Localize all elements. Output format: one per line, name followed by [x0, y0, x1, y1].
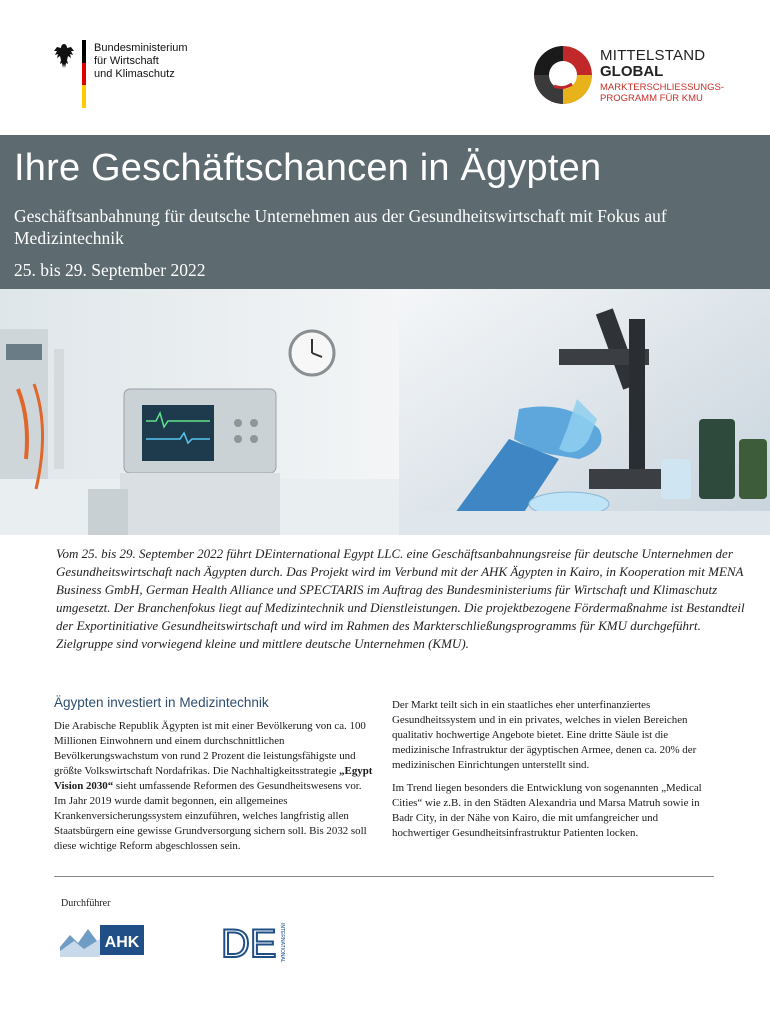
medical-equipment-photo: [0, 289, 399, 535]
de-logo-side-text: INTERNATIONAL: [279, 923, 285, 963]
ministry-logo: [52, 40, 212, 110]
ministry-name: Bundesministerium für Wirtschaft und Klimaschutz: [94, 42, 188, 80]
german-flag-stripe: [82, 40, 86, 108]
ahk-logo-text: AHK: [104, 934, 140, 951]
program-logo-line2: GLOBAL: [600, 63, 664, 80]
right-paragraph-2: Im Trend liegen besonders die Entwicklung von sogenannten „Medical Cities“ wie z.B. in den Städten Alexandria und Marsa Matruh sowie in Badr City, in der Nähe von Kairo, die mit umfangreicher und hochwertiger Gesundheitsinfrastruktur Patienten locken.: [392, 782, 702, 839]
vision-2030-emphasis: „Egypt Vision 2030“: [54, 765, 373, 792]
mittelstand-global-logo: [534, 44, 734, 114]
event-date: 25. bis 29. September 2022: [14, 260, 206, 280]
page-title: Ihre Geschäftschancen in Ägypten: [14, 147, 602, 189]
federal-eagle-icon: [52, 42, 76, 70]
left-column: [54, 695, 376, 854]
laboratory-photo: [399, 289, 770, 535]
right-column: [392, 698, 716, 841]
program-emblem-icon: [534, 46, 592, 104]
de-logo-text: DE: [221, 922, 277, 963]
footer-divider: [54, 876, 714, 877]
right-paragraph-1: Der Markt teilt sich in ein staatliches eher unterfinanziertes Gesundheitssystem und in ein privates, welches in vielen Bereichen qualitativ hochwertige Angebote bietet. Eine dritte Säule ist die medizinische Infrastruktur der ägyptischen Armee, denen ca. 20% der medizinischen Einrichtungen unterstellt sind.: [392, 699, 697, 771]
program-logo-line4: PROGRAMM FÜR KMU: [600, 93, 703, 104]
section-heading: Ägypten investiert in Medizintechnik: [54, 695, 269, 710]
ahk-logo: [60, 921, 144, 957]
program-logo-line3: MARKTERSCHLIESSUNGS-: [600, 82, 725, 93]
intro-paragraph: Vom 25. bis 29. September 2022 führt DEinternational Egypt LLC. eine Geschäftsanbahnungsreise für deutsche Unternehmen der Gesundheitswirtschaft nach Ägypten durch. Das Projekt wird im Verbund mit der AHK Ägypten in Kairo, in Kooperation mit MENA Business GmbH, German Health Alliance und SPECTARIS im Auftrag des Bundesministeriums für Wirtschaft und Klimaschutz umgesetzt. Der Branchenfokus liegt auf Medizintechnik und Dienstleistungen. Die projektbezogene Fördermaßnahme ist Bestandteil der Exportinitiative Gesundheitswirtschaft und wird im Rahmen des Markterschließungsprogramms für KMU durchgeführt. Zielgruppe sind vorwiegend kleine und mittlere deutsche Unternehmen (KMU).: [56, 546, 745, 651]
left-paragraph: Die Arabische Republik Ägypten ist mit einer Bevölkerung von ca. 100 Millionen Einwohnern und einem durchschnittlichen Bevölkerungswachstum von rund 2 Prozent die leistungsfähigste und größte Volkswirtschaft Nordafrikas. Die Nachhaltigkeitsstrategie „Egypt Vision 2030“ sieht umfassende Reformen des Gesundheitswesens vor. Im Jahr 2019 wurde damit begonnen, ein allgemeines Krankenversicherungssystem einzuführen, welches langfristig allen Staatsbürgern eine gewisse Grundversorgung sichern soll. Bis 2032 soll diese wichtige Reform abgeschlossen sein.: [54, 720, 373, 852]
title-banner: [0, 135, 770, 289]
program-logo-line1: MITTELSTAND: [600, 47, 706, 64]
implementer-label: Durchführer: [61, 898, 111, 909]
page-subtitle: Geschäftsanbahnung für deutsche Unternehmen aus der Gesundheitswirtschaft mit Fokus auf Medizintechnik: [14, 206, 667, 248]
deinternational-logo: [221, 919, 291, 963]
